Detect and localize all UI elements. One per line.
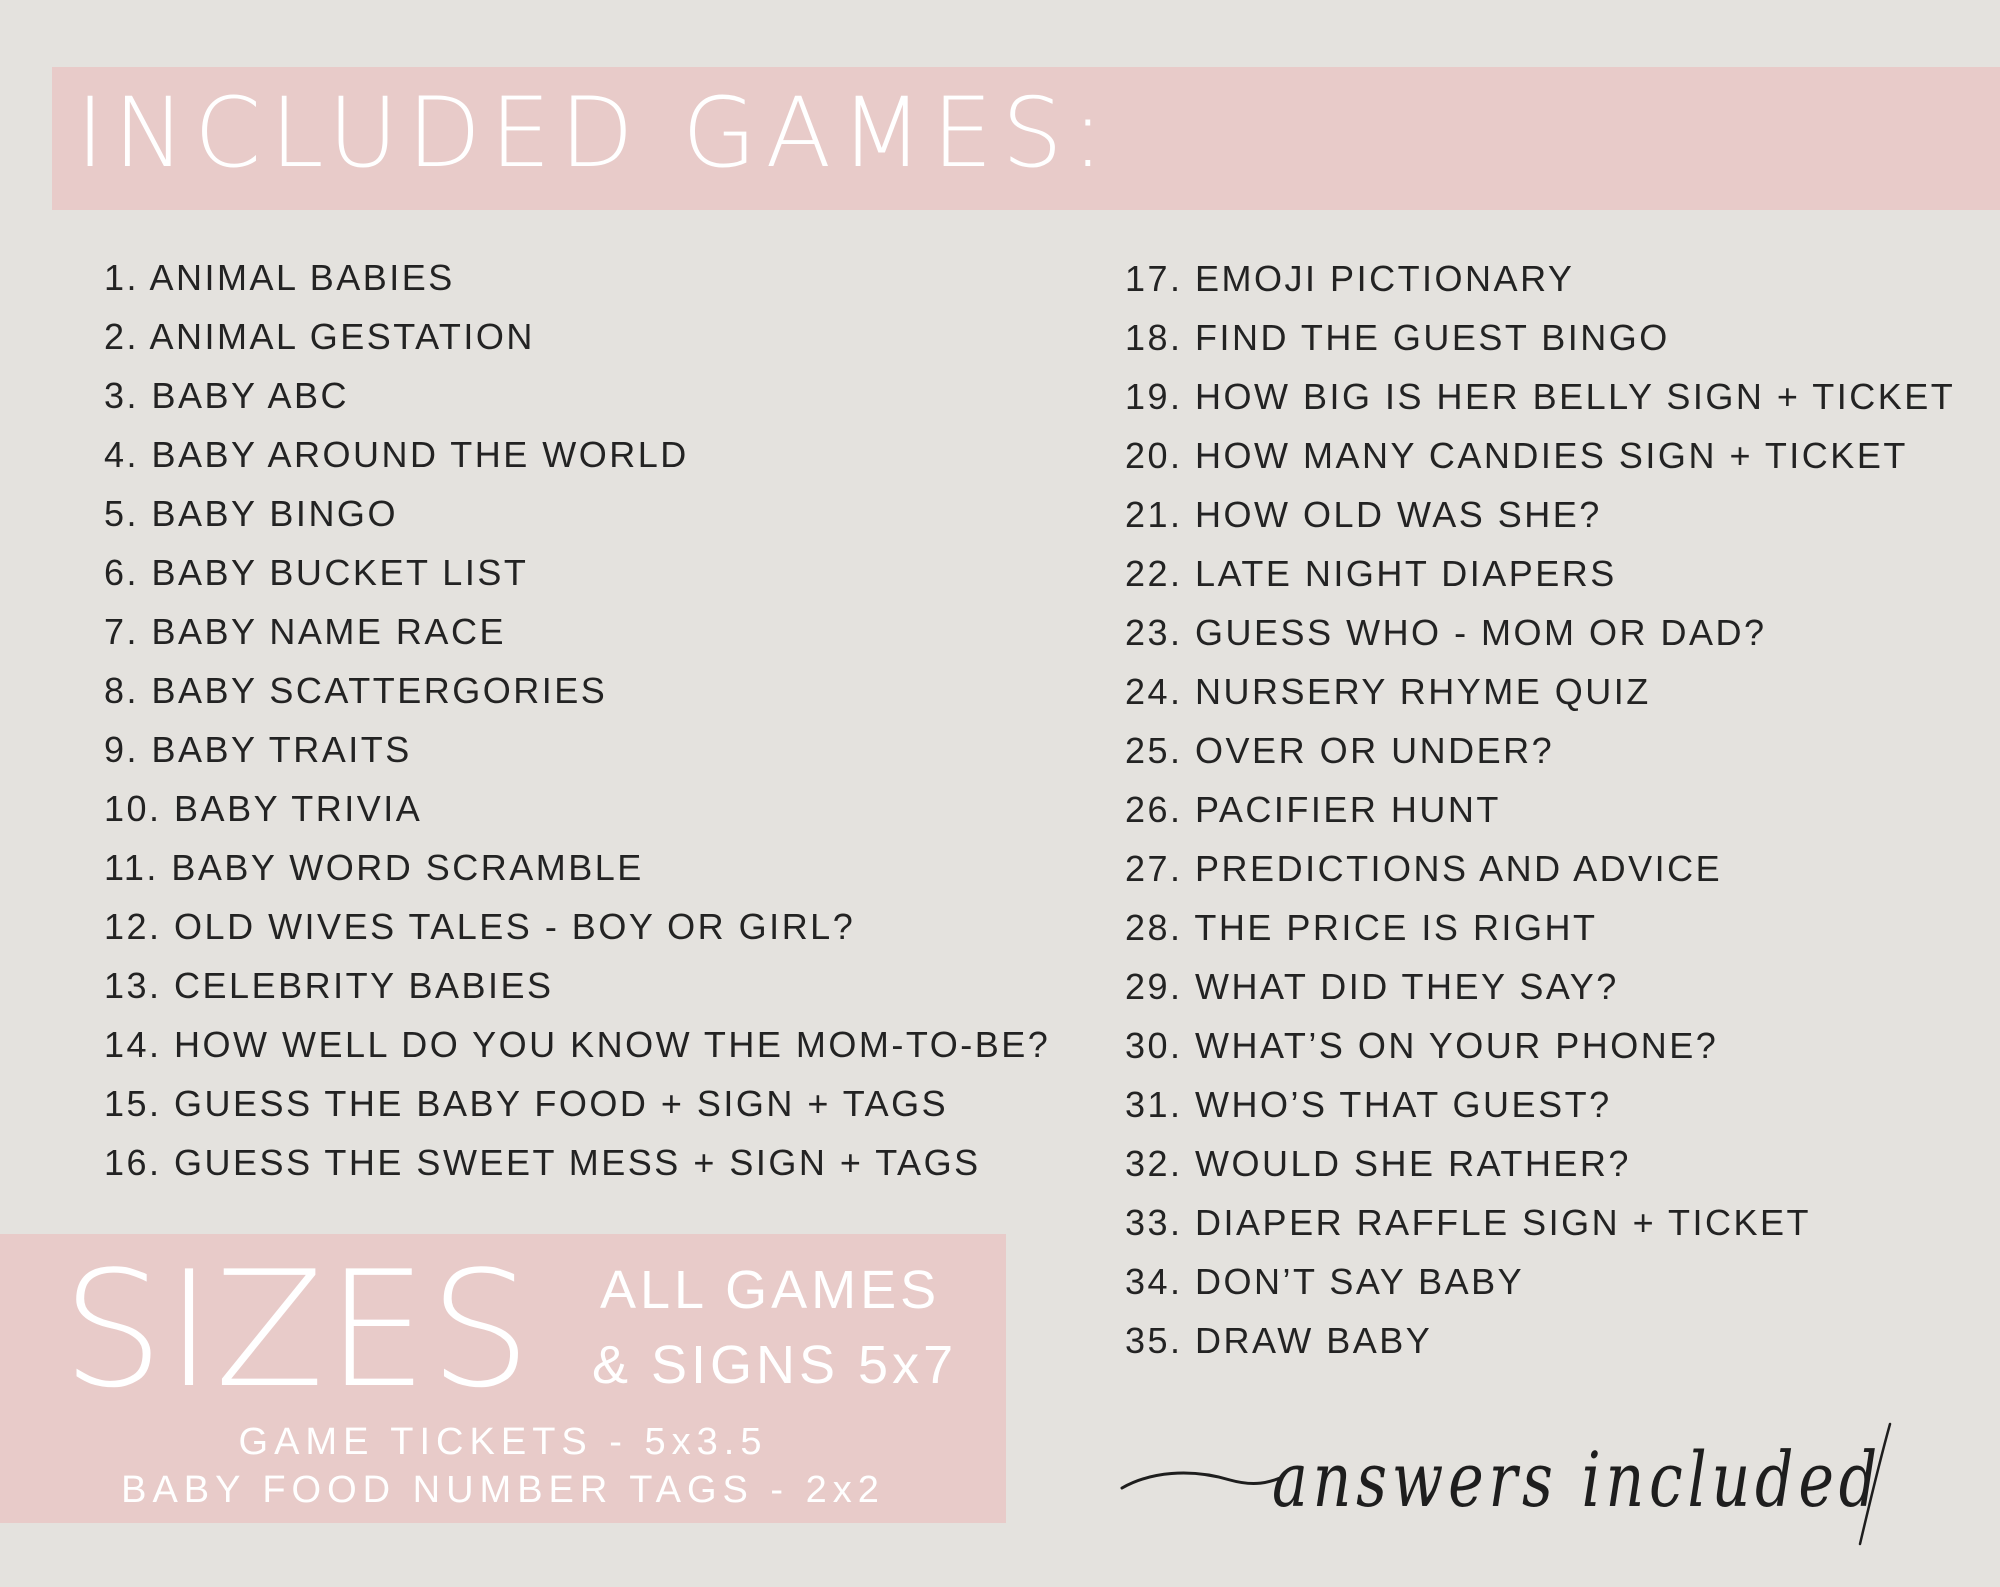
sizes-game-tickets: GAME TICKETS - 5x3.5: [238, 1421, 768, 1463]
game-item: 14. HOW WELL DO YOU KNOW THE MOM-TO-BE?: [104, 1024, 1051, 1065]
game-item: 1. ANIMAL BABIES: [104, 257, 455, 298]
game-item: 21. HOW OLD WAS SHE?: [1125, 494, 1602, 535]
sizes-heading: SIZES: [62, 1236, 534, 1423]
game-item: 12. OLD WIVES TALES - BOY OR GIRL?: [104, 906, 856, 947]
game-item: 17. EMOJI PICTIONARY: [1125, 258, 1575, 299]
game-item: 32. WOULD SHE RATHER?: [1125, 1143, 1631, 1184]
game-item: 20. HOW MANY CANDIES SIGN + TICKET: [1125, 435, 1908, 476]
game-item: 22. LATE NIGHT DIAPERS: [1125, 553, 1617, 594]
game-item: 9. BABY TRAITS: [104, 729, 412, 770]
game-item: 31. WHO’S THAT GUEST?: [1125, 1084, 1612, 1125]
games-list-right: [1125, 249, 1955, 1370]
game-item: 23. GUESS WHO - MOM OR DAD?: [1125, 612, 1767, 653]
game-item: 5. BABY BINGO: [104, 493, 398, 534]
game-item: 3. BABY ABC: [104, 375, 349, 416]
sizes-food-tags: BABY FOOD NUMBER TAGS - 2x2: [121, 1469, 885, 1511]
game-item: 6. BABY BUCKET LIST: [104, 552, 529, 593]
game-item: 26. PACIFIER HUNT: [1125, 789, 1501, 830]
title-banner: [52, 67, 2000, 210]
game-item: 13. CELEBRITY BABIES: [104, 965, 554, 1006]
game-item: 27. PREDICTIONS AND ADVICE: [1125, 848, 1723, 889]
game-item: 25. OVER OR UNDER?: [1125, 730, 1555, 771]
game-item: 33. DIAPER RAFFLE SIGN + TICKET: [1125, 1202, 1812, 1243]
game-item: 35. DRAW BABY: [1125, 1320, 1433, 1361]
game-item: 2. ANIMAL GESTATION: [104, 316, 535, 357]
game-item: 8. BABY SCATTERGORIES: [104, 670, 608, 711]
answers-included-script: [1120, 1420, 1940, 1550]
game-item: 30. WHAT’S ON YOUR PHONE?: [1125, 1025, 1719, 1066]
game-item: 16. GUESS THE SWEET MESS + SIGN + TAGS: [104, 1142, 981, 1183]
game-item: 4. BABY AROUND THE WORLD: [104, 434, 689, 475]
game-item: 19. HOW BIG IS HER BELLY SIGN + TICKET: [1125, 376, 1956, 417]
game-item: 15. GUESS THE BABY FOOD + SIGN + TAGS: [104, 1083, 949, 1124]
game-item: 10. BABY TRIVIA: [104, 788, 423, 829]
script-swash: [1122, 1473, 1280, 1488]
game-item: 34. DON’T SAY BABY: [1125, 1261, 1525, 1302]
game-item: 29. WHAT DID THEY SAY?: [1125, 966, 1619, 1007]
game-item: 11. BABY WORD SCRAMBLE: [104, 847, 644, 888]
sizes-signs: & SIGNS 5x7: [592, 1335, 958, 1395]
game-item: 28. THE PRICE IS RIGHT: [1125, 907, 1598, 948]
game-item: 7. BABY NAME RACE: [104, 611, 506, 652]
page-title: INCLUDED GAMES:: [76, 77, 1113, 189]
game-item: 18. FIND THE GUEST BINGO: [1125, 317, 1670, 358]
sizes-all-games: ALL GAMES: [600, 1260, 941, 1320]
games-list-left: [104, 248, 1050, 1192]
answers-note-text: answers included: [1272, 1435, 1882, 1524]
game-item: 24. NURSERY RHYME QUIZ: [1125, 671, 1651, 712]
sizes-panel: [0, 1234, 1006, 1523]
